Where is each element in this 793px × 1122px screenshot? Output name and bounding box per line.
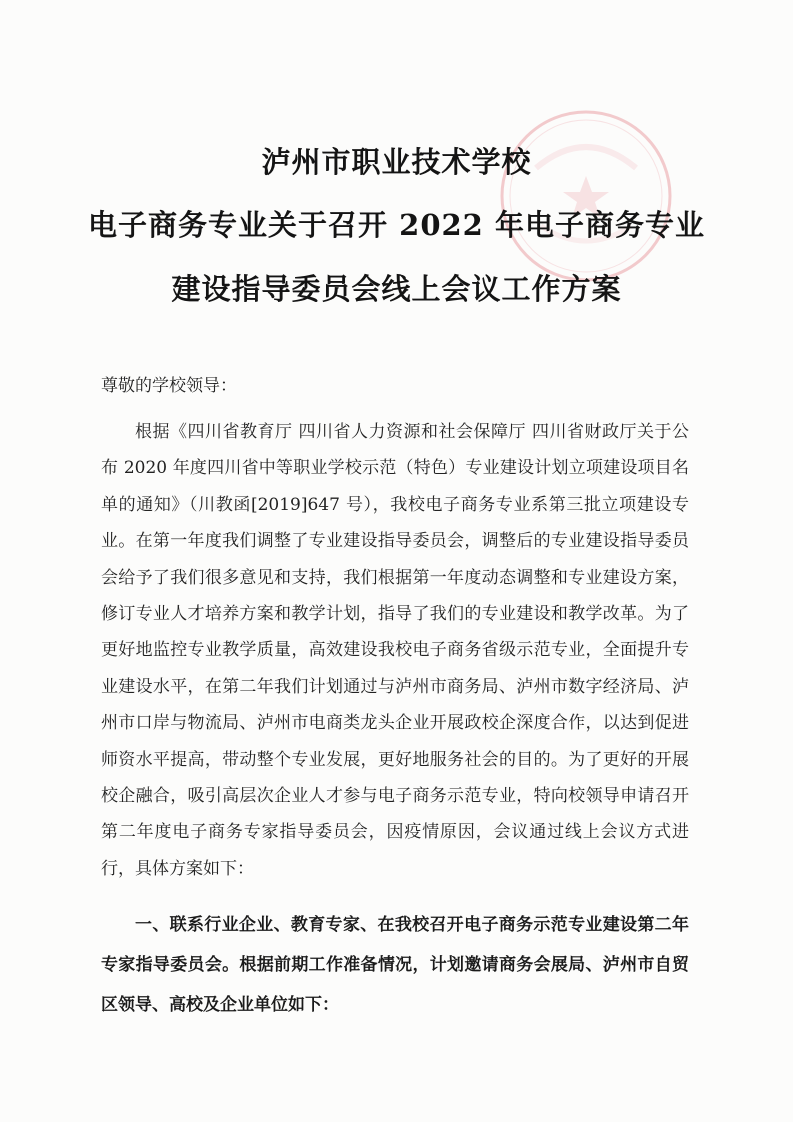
section-heading-paragraph: 一、联系行业企业、教育专家、在我校召开电子商务示范专业建设第二年专家指导委员会。根据前期工作准备情况，计划邀请商务会展局、泸州市自贸区领导、高校及企业单位如下：: [101, 915, 689, 1015]
official-seal-stamp: [496, 106, 676, 286]
document-title-line-2: 电子商务专业关于召开 2022 年电子商务专业: [88, 208, 705, 242]
salutation: 尊敬的学校领导：: [101, 376, 237, 396]
document-title-line-3: 建设指导委员会线上会议工作方案: [171, 272, 622, 306]
document-title-line-1: 泸州市职业技术学校: [261, 145, 532, 179]
body-paragraph-1: 根据《四川省教育厅 四川省人力资源和社会保障厅 四川省财政厅关于公布 2020 年度四川省中等职业学校示范（特色）专业建设计划立项建设项目名单的通知》（川教函[2019]647 号），我校电子商务专业系第三批立项建设专业。在第一年度我们调整了专业建设指导委员会，调整后的专业建设指导委员会给予了我们很多意见和支持，我们根据第一年度动态调整和专业建设方案，修订专业人才培养方案和教学计划，指导了我们的专业建设和教学改革。为了更好地监控专业教学质量，高效建设我校电子商务省级示范专业，全面提升专业建设水平，在第二年我们计划通过与泸州市商务局、泸州市数字经济局、泸州市口岸与物流局、泸州市电商类龙头企业开展政校企深度合作，以达到促进师资水平提高，带动整个专业发展，更好地服务社会的目的。为了更好的开展校企融合，吸引高层次企业人才参与电子商务示范专业，特向校领导申请召开第二年度电子商务专家指导委员会，因疫情原因，会议通过线上会议方式进行，具体方案如下：: [101, 422, 689, 879]
